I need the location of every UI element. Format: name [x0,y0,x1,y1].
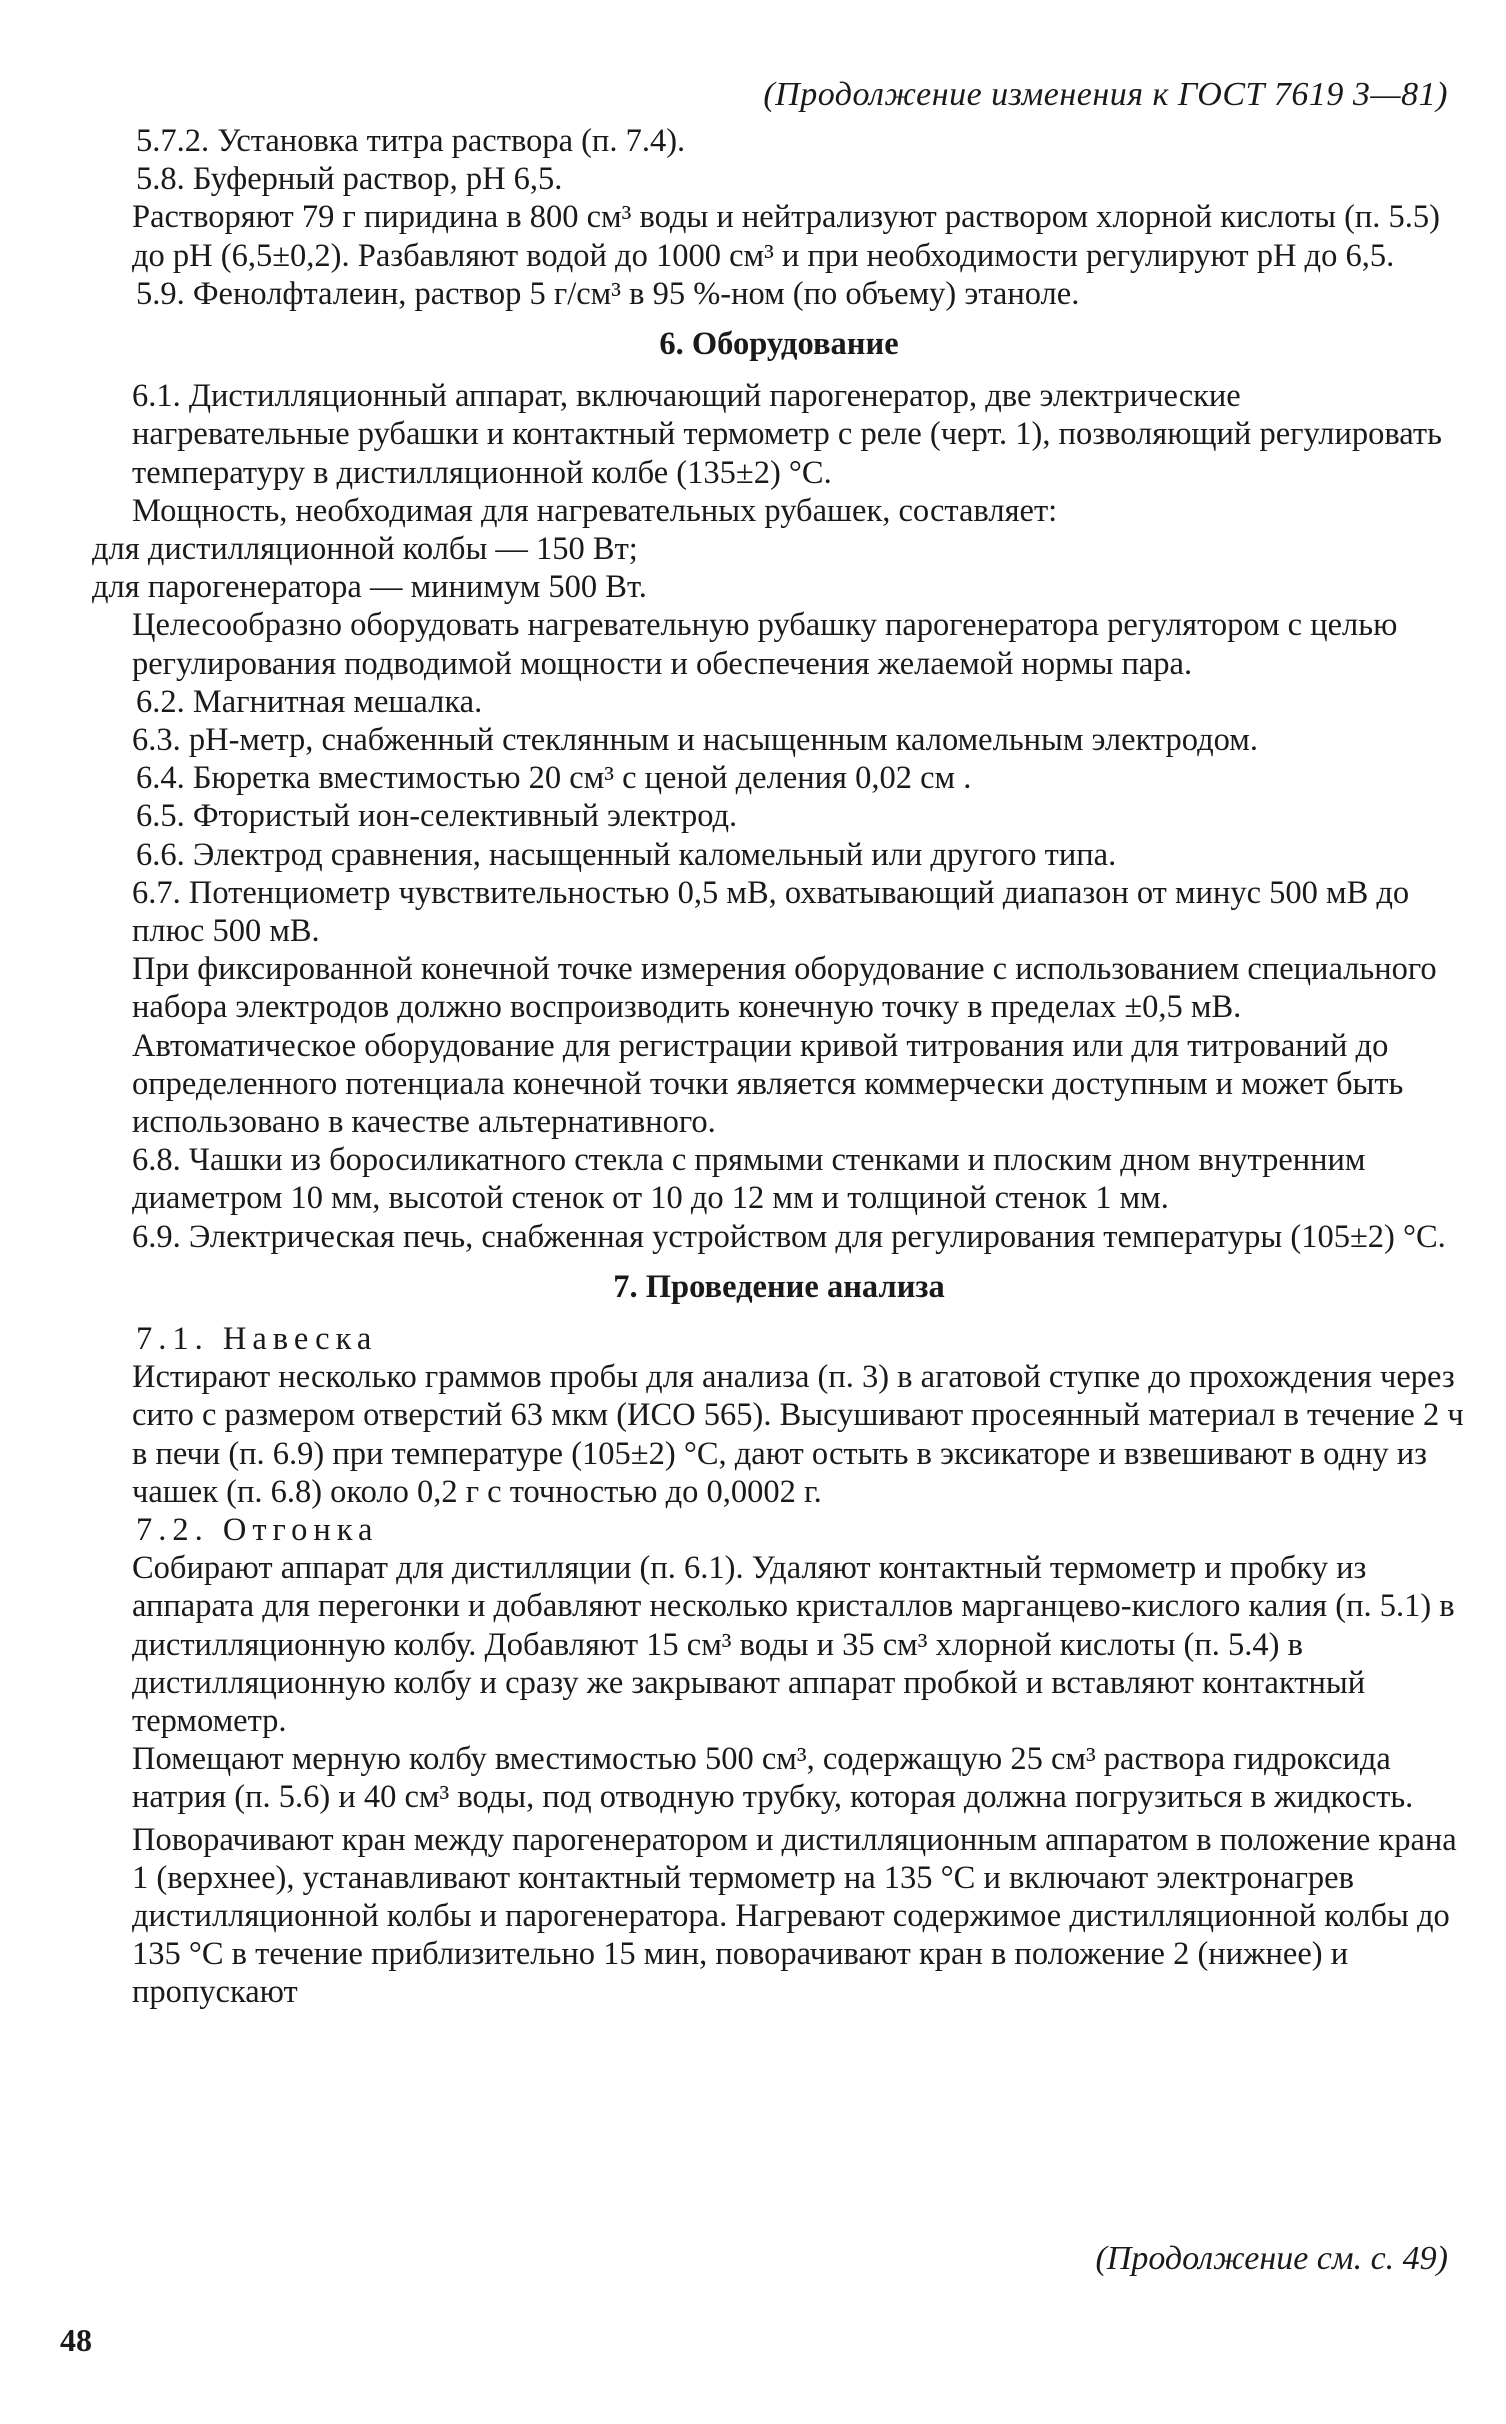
text-line: Помещают мерную колбу вместимостью 500 см³, содержащую 25 см³ раствора гидроксида натрия (п. 5.6) и 40 см³ воды, под отводную трубку, которая должна погрузиться в жидкость. [132,1741,1414,1816]
text-line: 7.2. Отгонка [136,1511,379,1548]
text-line: 7.1. Навеска [136,1320,378,1357]
text-line: 6.9. Электрическая печь, снабженная устройством для регулирования температуры (105±2) °С. [132,1218,1446,1255]
text-line: 5.7.2. Установка титра раствора (п. 7.4). [136,123,686,159]
paragraph-7-2 [136,1511,1466,1549]
paragraph-7-1 [136,1320,1466,1358]
page-footer: (Продолжение см. с. 49) [1095,2240,1448,2277]
text-line: для парогенератора — минимум 500 Вт. [92,569,647,606]
text-line: 6.8. Чашки из боросиликатного стекла с прямыми стенками и плоским дном внутренним диаметром 10 мм, высотой стенок от 10 до 12 мм и толщиной стенок 1 мм. [132,1142,1366,1217]
paragraph-6-7 [92,874,1466,1141]
section-heading-7: 7. Проведение анализа [613,1268,945,1305]
paragraph-6-5 [136,797,1466,835]
paragraph-5-9 [136,275,1466,313]
text-line: Мощность, необходимая для нагревательных рубашек, составляет: [132,492,1058,529]
paragraph-power [92,492,1466,683]
text-line: 5.8. Буферный раствор, pH 6,5. [136,161,563,198]
text-line: 6.1. Дистилляционный аппарат, включающий парогенератор, две электрические нагревательные рубашки и контактный термометр с реле (черт. 1), позволяющий регулировать температуру в дистилляционной колбе (135±2) °С. [132,378,1442,491]
paragraph-6-3 [92,721,1466,759]
section-heading-6: 6. Оборудование [659,325,899,362]
text-line: 6.7. Потенциометр чувствительностью 0,5 мВ, охватывающий диапазон от минус 500 мВ до плюс 500 мВ. [132,874,1410,949]
paragraph-7-1-text [92,1358,1466,1511]
paragraph-6-2 [136,683,1466,721]
paragraph-6-6 [136,836,1466,874]
paragraph-5-8-text [92,198,1466,274]
paragraph-7-2-text [92,1549,1466,2011]
text-line: для дистилляционной колбы — 150 Вт; [92,530,638,567]
document-body [92,122,1466,2012]
text-line: Истирают несколько граммов пробы для анализа (п. 3) в агатовой ступке до прохождения через сито с размером отверстий 63 мкм (ИСО 565). Высушивают просеянный материал в течение 2 ч в печи (п. 6.9) при температуре (105±2) °С, дают остыть в эксикаторе и взвешивают в одну из чашек (п. 6.8) около 0,2 г с точностью до 0,0002 г. [132,1359,1464,1510]
page-number: 48 [60,2322,92,2358]
page-header: (Продолжение изменения к ГОСТ 7619 3—81) [763,76,1448,113]
text-line: Растворяют 79 г пиридина в 800 см³ воды и нейтрализуют раствором хлорной кислоты (п. 5.5) до pH (6,5±0,2). Разбавляют водой до 1000 см³ и при необходимости регулируют pH до 6,5. [132,199,1440,274]
text-line: Собирают аппарат для дистилляции (п. 6.1). Удаляют контактный термометр и пробку из аппарата для перегонки и добавляют несколько кристаллов марганцево-кислого калия (п. 5.1) в дистилляционную колбу. Добавляют 15 см³ воды и 35 см³ хлорной кислоты (п. 5.4) в дистилляционную колбу и сразу же закрывают аппарат пробкой и вставляют контактный термометр. [132,1550,1455,1739]
paragraph-6-9 [92,1218,1466,1256]
text-line: 5.9. Фенолфталеин, раствор 5 г/см³ в 95 %-ном (по объему) этаноле. [136,275,1080,312]
paragraph-6-8 [92,1141,1466,1217]
text-line: 6.3. pH-метр, снабженный стеклянным и насыщенным каломельным электродом. [132,721,1258,758]
paragraph-5-7-2 [136,122,1466,160]
text-line: 6.5. Фтористый ион-селективный электрод. [136,798,738,835]
text-line: 6.4. Бюретка вместимостью 20 см³ с ценой деления 0,02 см . [136,760,972,797]
text-line: Автоматическое оборудование для регистрации кривой титрования или для титрований до определенного потенциала конечной точки является коммерчески доступным и может быть использовано в качестве альтернативного. [132,1027,1404,1140]
text-line: 6.2. Магнитная мешалка. [136,683,483,720]
paragraph-6-1 [92,377,1466,492]
paragraph-5-8 [136,160,1466,198]
text-line: 6.6. Электрод сравнения, насыщенный каломельный или другого типа. [136,836,1117,873]
text-line: Поворачивают кран между парогенератором и дистилляционным аппаратом в положение крана 1 (верхнее), устанавливают контактный термометр на 135 °С и включают электронагрев дистилляционной колбы и парогенератора. Нагревают содержимое дистилляционной колбы до 135 °С в течение приблизительно 15 мин, поворачивают кран в положение 2 (нижнее) и пропускают [132,1821,1457,2011]
text-line: При фиксированной конечной точке измерения оборудование с использованием специального набора электродов должно воспроизводить конечную точку в пределах ±0,5 мВ. [132,951,1437,1026]
text-line: Целесообразно оборудовать нагревательную рубашку парогенератора регулятором с целью регулирования подводимой мощности и обеспечения желаемой нормы пара. [132,607,1398,682]
paragraph-6-4 [136,759,1466,797]
